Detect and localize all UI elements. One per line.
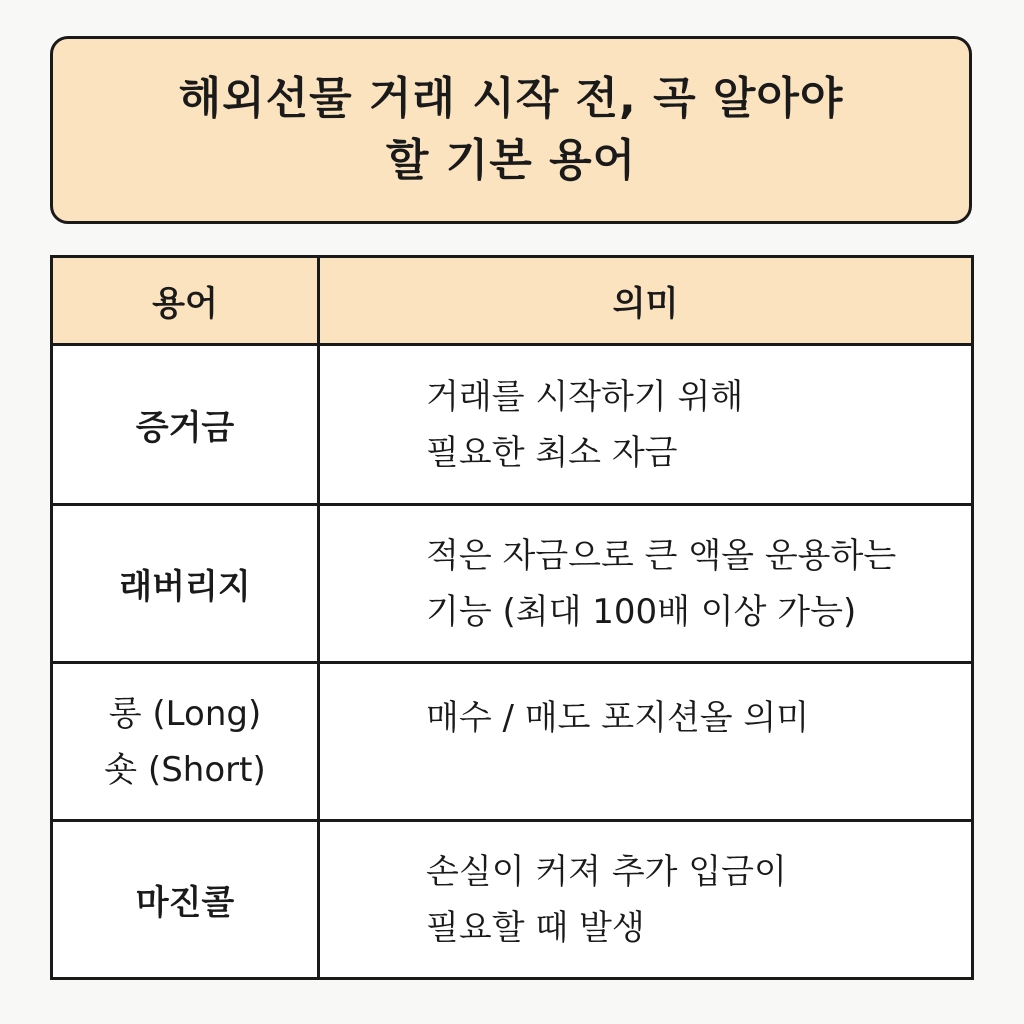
term-cell (53, 822, 320, 977)
glossary-table (50, 255, 974, 980)
term-cell (53, 664, 320, 819)
header-term-label: 용어 (152, 284, 218, 324)
header-cell-meaning (320, 258, 971, 343)
meaning-cell (320, 506, 971, 661)
header-cell-term (53, 258, 320, 343)
meaning-line: 적은 자금으로 큰 액올 운용하는 (426, 535, 897, 576)
meaning-line: 거래를 시작하기 위해 (426, 376, 744, 417)
header-meaning-label: 의미 (612, 284, 679, 324)
meaning-line: 필요한 최소 자금 (426, 432, 678, 473)
term-label: 래버리지 (119, 567, 251, 607)
term-cell (53, 346, 320, 503)
table-row (53, 664, 971, 822)
table-row (53, 822, 971, 977)
meaning-cell (320, 664, 971, 819)
meaning-line: 필요할 때 발생 (426, 907, 645, 948)
title-banner (50, 36, 972, 224)
meaning-cell (320, 822, 971, 977)
term-label-short: 숏 (Short) (104, 749, 266, 790)
table-row (53, 506, 971, 664)
title-line-2: 할 기본 용어 (385, 135, 637, 186)
meaning-line: 기능 (최대 100배 이상 가능) (426, 591, 857, 632)
term-cell (53, 506, 320, 661)
term-label: 마진콜 (135, 883, 235, 923)
table-row (53, 346, 971, 506)
meaning-line: 매수 / 매도 포지션올 의미 (426, 698, 810, 738)
meaning-cell (320, 346, 971, 503)
term-label-long: 롱 (Long) (108, 693, 262, 734)
meaning-line: 손실이 커져 추가 입금이 (426, 851, 787, 892)
term-label: 증거금 (135, 408, 235, 448)
table-header-row (53, 258, 971, 346)
title-line-1: 해외선물 거래 시작 전, 곡 알아야 (178, 73, 844, 124)
